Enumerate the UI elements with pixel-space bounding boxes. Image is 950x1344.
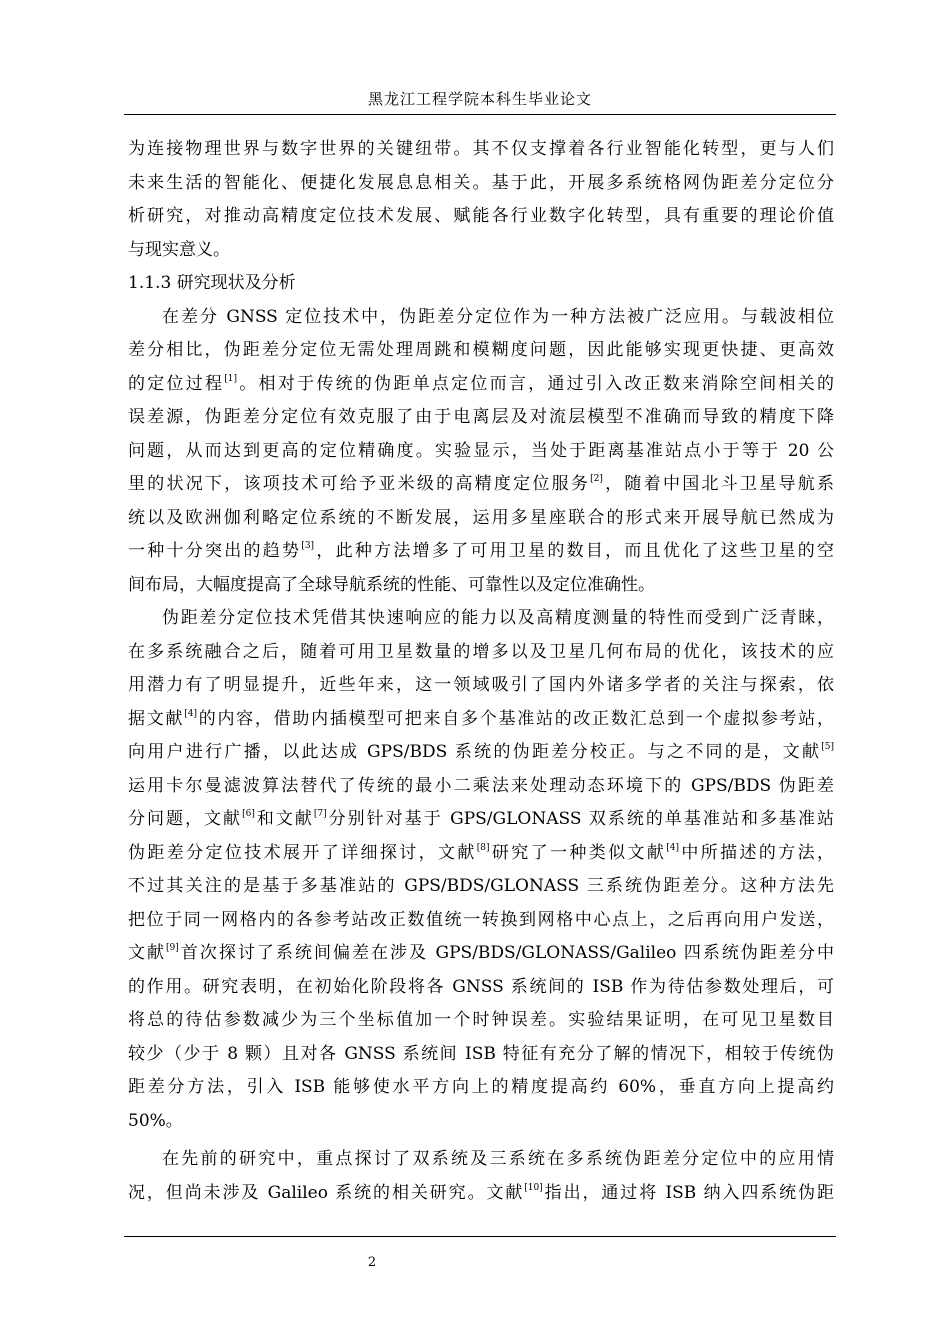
text-line: 间布局，大幅度提高了全球导航系统的性能、可靠性以及定位准确性。 bbox=[128, 574, 655, 595]
citation-ref: [4] bbox=[184, 708, 197, 719]
paragraph bbox=[128, 602, 834, 1138]
text-span: 分问题，文献 bbox=[128, 809, 243, 829]
text-line: 为连接物理世界与数字世界的关键纽带。其不仅支撑着各行业智能化转型，更与人们 bbox=[128, 139, 834, 159]
text-span: ，此种方法增多了可用卫星的数目，而且优化了这些卫星的空 bbox=[314, 541, 834, 561]
citation-ref: [1] bbox=[224, 373, 238, 384]
text-line: 运用卡尔曼滤波算法替代了传统的最小二乘法来处理动态环境下的 GPS/BDS 伪距差 bbox=[128, 775, 834, 796]
text-line: 的作用。研究表明，在初始化阶段将各 GNSS 系统间的 ISB 作为待估参数处理后，可 bbox=[128, 976, 834, 997]
text-span: 指出，通过将 ISB 纳入四系统伪距 bbox=[542, 1182, 834, 1203]
text-span: 向用户进行广播，以此达成 GPS/BDS 系统的伪距差分校正。与之不同的是，文献 bbox=[128, 742, 822, 762]
citation-ref: [10] bbox=[524, 1182, 543, 1193]
page-number: 2 bbox=[367, 1255, 377, 1270]
text-line: 未来生活的智能化、便捷化发展息息相关。基于此，开展多系统格网伪距差分定位分 bbox=[128, 172, 834, 193]
text-line bbox=[128, 837, 834, 871]
text-span: 。相对于传统的伪距单点定位而言，通过引入改正数来消除空间相关的 bbox=[237, 373, 835, 394]
text-line: 把位于同一网格内的各参考站改正数值统一转换到网格中心点上，之后再向用户发送， bbox=[128, 909, 834, 930]
text-span: ，随着中国北斗卫星导航系 bbox=[602, 474, 835, 494]
section-heading: 1.1.3 研究现状及分析 bbox=[128, 273, 296, 293]
text-span: 况，但尚未涉及 Galileo 系统的相关研究。文献 bbox=[128, 1182, 525, 1203]
text-line bbox=[128, 368, 834, 402]
citation-ref: [5] bbox=[821, 742, 834, 752]
citation-ref: [9] bbox=[166, 943, 179, 953]
citation-ref: [6] bbox=[242, 809, 255, 819]
text-line bbox=[128, 1177, 834, 1211]
text-line: 在多系统融合之后，随着可用卫星数量的增多以及卫星几何布局的优化，该技术的应 bbox=[128, 641, 834, 662]
citation-ref: [8] bbox=[476, 842, 490, 853]
footer-divider bbox=[124, 1236, 836, 1237]
text-span: 据文献 bbox=[128, 708, 185, 729]
text-line: 较少（少于 8 颗）且对各 GNSS 系统间 ISB 特征有充分了解的情况下，相较于传统伪 bbox=[128, 1043, 834, 1064]
citation-ref: [2] bbox=[590, 474, 603, 484]
text-line: 误差源，伪距差分定位有效克服了由于电离层及对流层模型不准确而导致的精度下降 bbox=[128, 407, 834, 427]
citation-ref: [3] bbox=[301, 541, 315, 551]
text-line: 析研究，对推动高精度定位技术发展、赋能各行业数字化转型，具有重要的理论价值 bbox=[128, 206, 834, 226]
text-line bbox=[128, 803, 834, 837]
text-span: 伪距差分定位技术展开了详细探讨，文献 bbox=[128, 842, 477, 863]
citation-ref: [7] bbox=[313, 809, 327, 819]
header-divider bbox=[124, 114, 836, 115]
text-line: 50%。 bbox=[128, 1110, 183, 1131]
text-line: 问题，从而达到更高的定位精确度。实验显示，当处于距离基准站点小于等于 20 公 bbox=[128, 440, 834, 461]
text-line bbox=[128, 937, 834, 971]
text-line bbox=[128, 535, 834, 569]
text-line: 在差分 GNSS 定位技术中，伪距差分定位作为一种方法被广泛应用。与载波相位 bbox=[162, 306, 834, 327]
paragraph bbox=[128, 1143, 834, 1210]
text-span: 里的状况下，该项技术可给予亚米级的高精度定位服务 bbox=[128, 474, 591, 494]
text-line: 差分相比，伪距差分定位无需处理周跳和模糊度问题，因此能够实现更快捷、更高效 bbox=[128, 340, 834, 360]
text-line: 在先前的研究中，重点探讨了双系统及三系统在多系统伪距差分定位中的应用情 bbox=[162, 1149, 834, 1169]
text-line: 不过其关注的是基于多基准站的 GPS/BDS/GLONASS 三系统伪距差分。这种方法先 bbox=[128, 876, 834, 896]
text-span: 一种十分突出的趋势 bbox=[128, 541, 302, 561]
text-line: 距差分方法，引入 ISB 能够使水平方向上的精度提高约 60%，垂直方向上提高约 bbox=[128, 1077, 834, 1097]
text-line bbox=[128, 468, 834, 502]
citation-ref: [4] bbox=[666, 842, 679, 853]
text-line: 与现实意义。 bbox=[128, 239, 230, 260]
text-span: 文献 bbox=[128, 943, 167, 963]
body-text bbox=[128, 133, 834, 1210]
text-line bbox=[128, 736, 834, 770]
text-span: 中所描述的方法， bbox=[679, 842, 834, 863]
running-header: 黑龙江工程学院本科生毕业论文 bbox=[367, 90, 592, 108]
paragraph bbox=[128, 301, 834, 603]
text-span: 首次探讨了系统间偏差在涉及 GPS/BDS/GLONASS/Galileo 四系统伪距差分中 bbox=[178, 943, 834, 963]
text-line: 用潜力有了明显提升，近些年来，这一领域吸引了国内外诸多学者的关注与探索，依 bbox=[128, 675, 834, 695]
text-span: 分别针对基于 GPS/GLONASS 双系统的单基准站和多基准站 bbox=[326, 809, 835, 829]
text-line: 伪距差分定位技术凭借其快速响应的能力以及高精度测量的特性而受到广泛青睐， bbox=[162, 608, 834, 628]
paragraph bbox=[128, 133, 834, 267]
text-span: 研究了一种类似文献 bbox=[489, 842, 667, 863]
text-line: 统以及欧洲伽利略定位系统的不断发展，运用多星座联合的形式来开展导航已然成为 bbox=[128, 507, 834, 528]
text-line: 将总的待估参数减少为三个坐标值加一个时钟误差。实验结果证明，在可见卫星数目 bbox=[128, 1010, 834, 1030]
text-span: 的定位过程 bbox=[128, 373, 225, 394]
text-span: 和文献 bbox=[254, 809, 314, 829]
text-span: 的内容，借助内插模型可把来自多个基准站的改正数汇总到一个虚拟参考站， bbox=[196, 708, 835, 729]
text-line bbox=[128, 703, 834, 737]
